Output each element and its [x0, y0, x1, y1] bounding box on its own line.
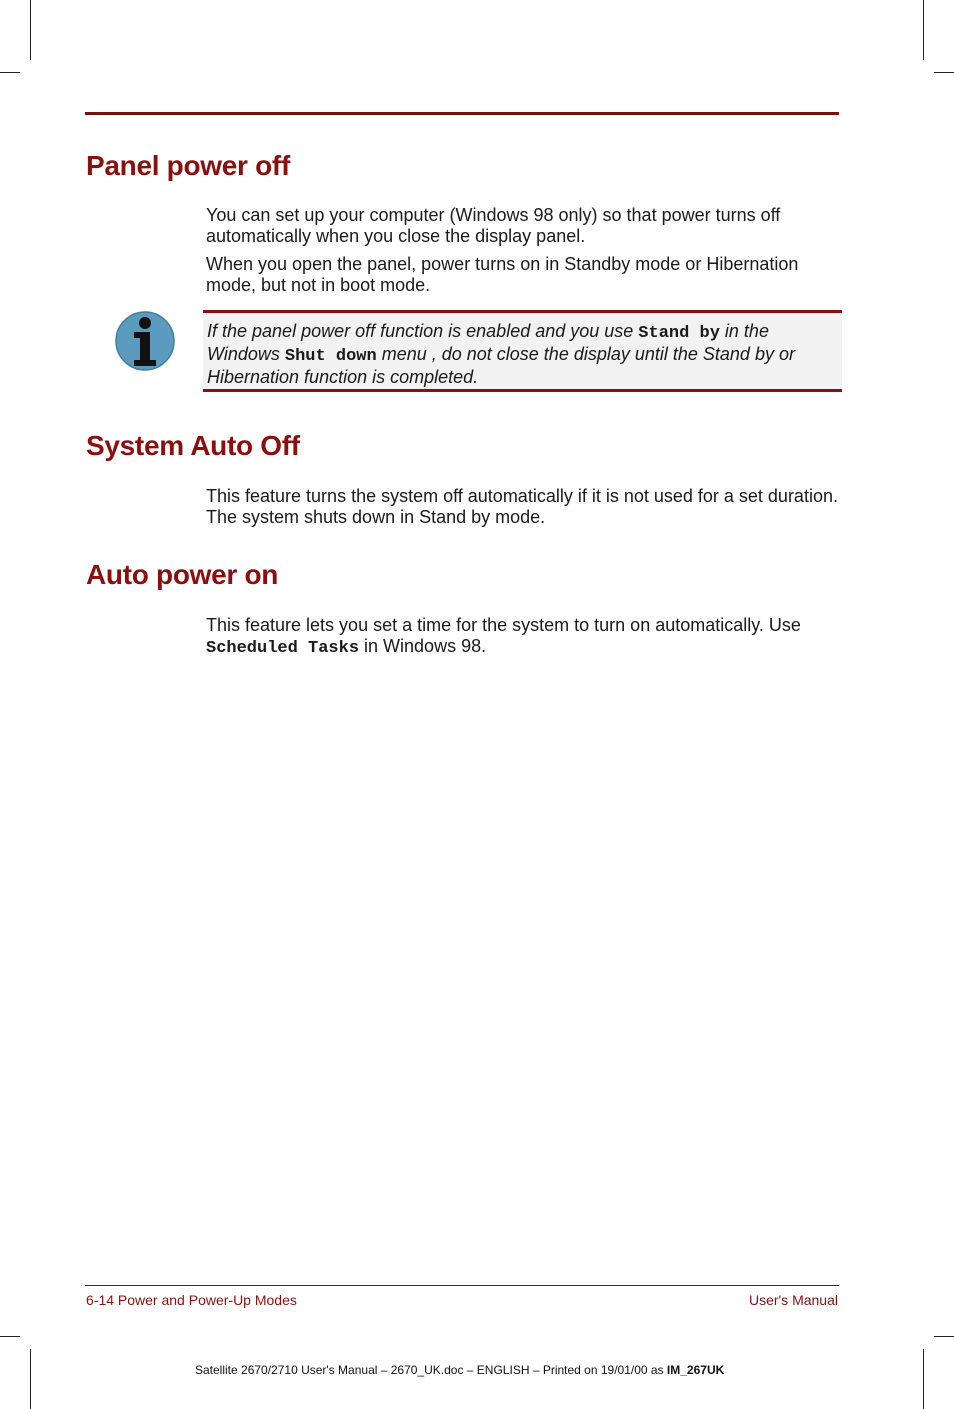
paragraph: This feature turns the system off automatically if it is not used for a set duration. The system shuts down in Stand by mode.: [206, 486, 838, 527]
footer-page-label: 6-14 Power and Power-Up Modes: [86, 1292, 297, 1308]
code-shut-down: Shut down: [284, 347, 377, 366]
code-scheduled-tasks: Scheduled Tasks: [206, 639, 360, 658]
crop-mark: [934, 72, 954, 73]
info-icon: [114, 310, 176, 372]
crop-mark: [923, 0, 924, 60]
print-info-text: Satellite 2670/2710 User's Manual – 2670_UK.doc – ENGLISH – Printed on 19/01/00 as: [195, 1363, 667, 1377]
code-stand-by: Stand by: [638, 324, 720, 343]
footer-manual-label: User's Manual: [748, 1292, 838, 1308]
crop-mark: [0, 1336, 20, 1337]
crop-mark: [30, 0, 31, 60]
paragraph: When you open the panel, power turns on in Standby mode or Hibernation mode, but not in boot mode.: [206, 254, 799, 295]
note-box: [203, 310, 842, 392]
heading-panel-power-off: Panel power off: [86, 150, 290, 181]
bottom-rule: [85, 1285, 839, 1286]
print-info: [195, 1363, 724, 1377]
print-info-code: IM_267UK: [666, 1363, 725, 1377]
para-part: This feature lets you set a time for the system to turn on automatically. Use: [206, 615, 801, 635]
note-text-part: If the panel power off function is enabled and you use: [207, 321, 639, 341]
crop-mark: [0, 72, 20, 73]
heading-auto-power-on: Auto power on: [86, 559, 279, 590]
crop-mark: [923, 1349, 924, 1409]
note-text: [207, 321, 837, 388]
paragraph: You can set up your computer (Windows 98 only) so that power turns off automatically when you close the display panel.: [206, 205, 781, 246]
heading-system-auto-off: System Auto Off: [86, 430, 300, 461]
crop-mark: [934, 1336, 954, 1337]
note-text-part: in the Windows: [207, 321, 769, 364]
note-text-part: menu , do not close the display until the Stand by or Hibernation function is completed.: [207, 344, 795, 387]
para-part: in Windows 98.: [359, 636, 487, 656]
top-rule: [85, 112, 839, 115]
paragraph: [206, 615, 846, 659]
crop-mark: [30, 1349, 31, 1409]
